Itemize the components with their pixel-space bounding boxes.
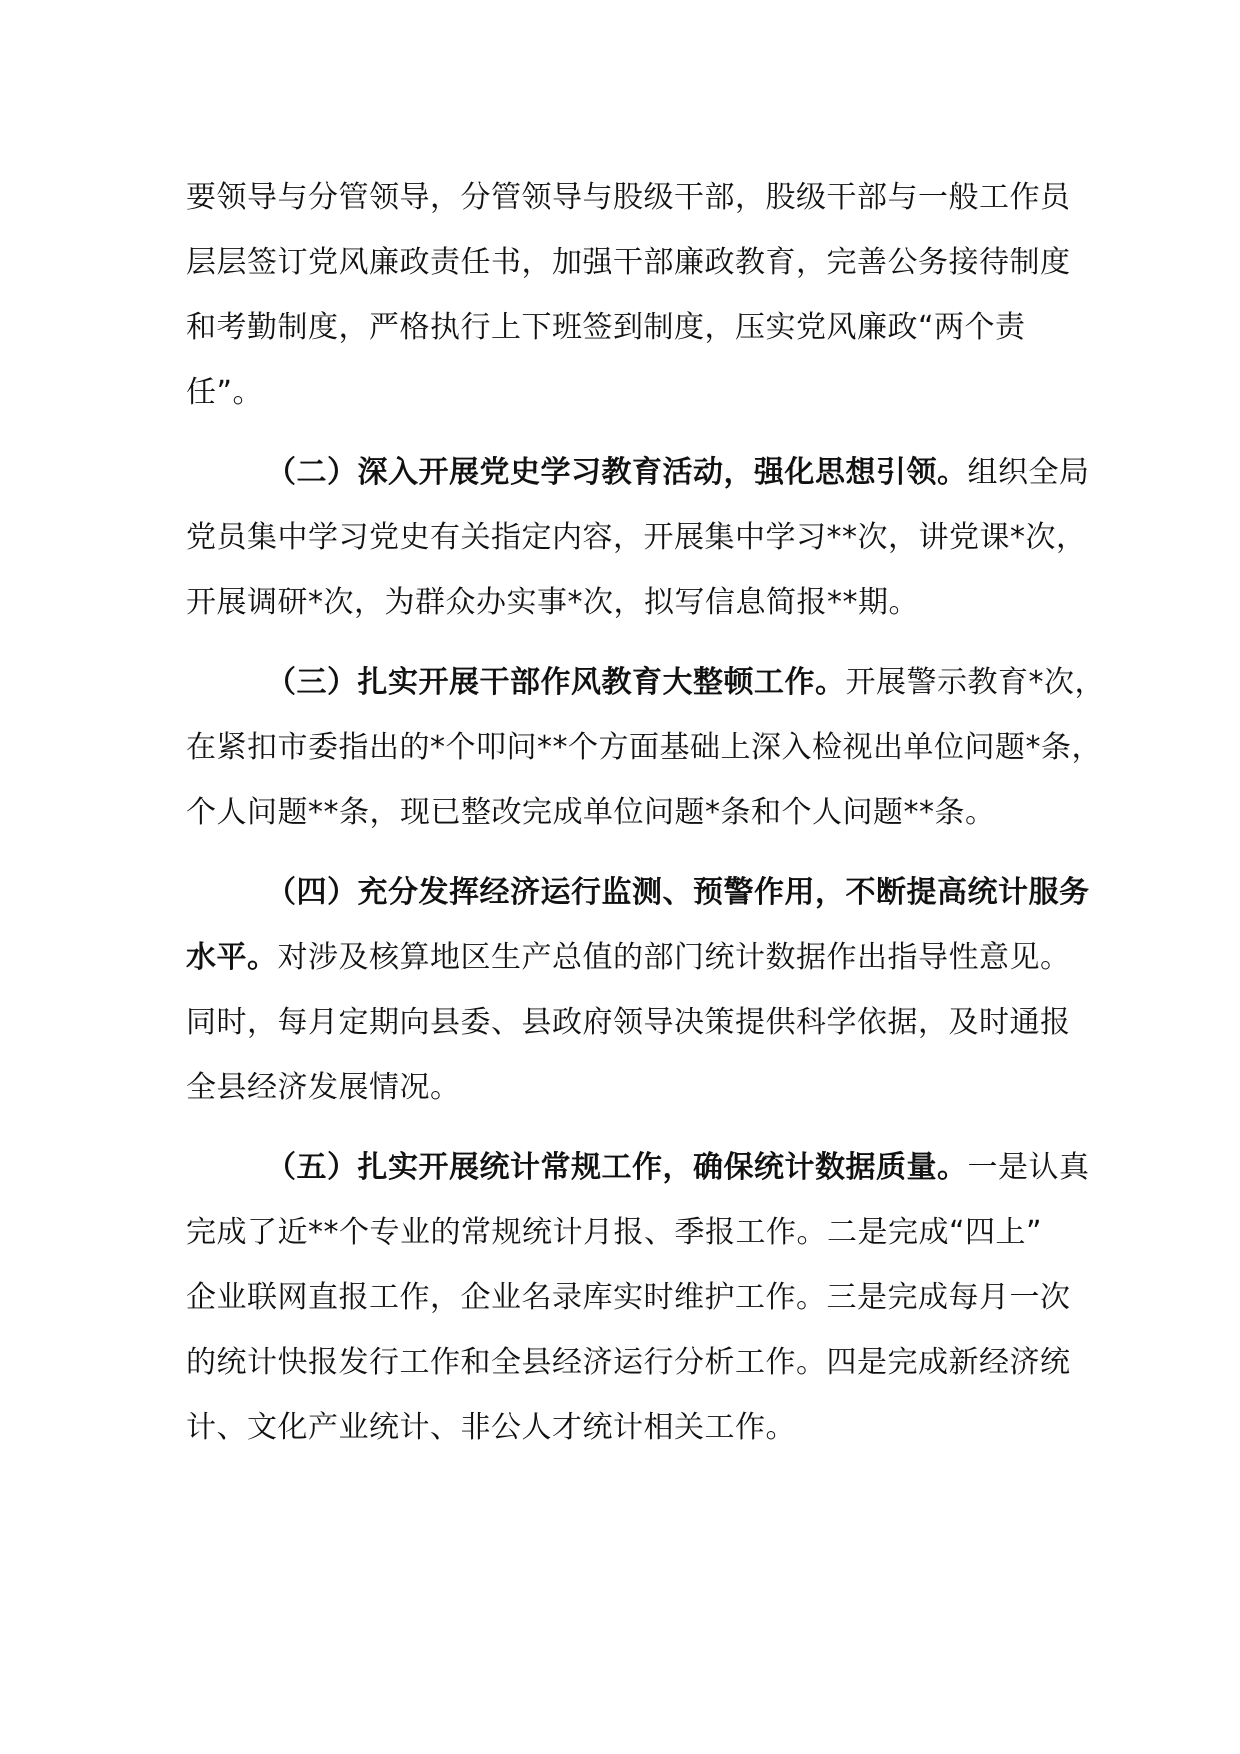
line-text: 全县经济发展情况。 xyxy=(186,1070,461,1105)
text-line xyxy=(186,440,1090,505)
text-line xyxy=(186,715,1102,780)
paragraph-party-conduct xyxy=(186,165,1071,425)
text-line xyxy=(186,1395,1066,1460)
text-line xyxy=(186,990,1071,1055)
text-line xyxy=(186,1330,1071,1395)
text-line xyxy=(186,230,1071,295)
section-heading: （四）充分发挥经济运行监测、预警作用，不断提高统计服务 xyxy=(266,875,1090,910)
text-line xyxy=(186,780,1066,845)
section-heading: 水平。 xyxy=(186,940,278,975)
text-line xyxy=(186,165,1071,230)
line-text: 的统计快报发行工作和全县经济运行分析工作。四是完成新经济统 xyxy=(186,1345,1071,1380)
text-line xyxy=(186,360,1066,425)
paragraph-work-style xyxy=(186,650,1105,845)
text-line xyxy=(186,1200,1066,1265)
line-text: 一是认真 xyxy=(967,1150,1090,1185)
line-text: 层层签订党风廉政责任书，加强干部廉政教育，完善公务接待制度 xyxy=(186,245,1071,280)
line-text: 开展调研*次，为群众办实事*次，拟写信息简报**期。 xyxy=(186,585,919,620)
line-text: 开展警示教育*次， xyxy=(845,665,1105,700)
line-text: 计、文化产业统计、非公人才统计相关工作。 xyxy=(186,1410,796,1445)
line-text: 同时，每月定期向县委、县政府领导决策提供科学依据，及时通报 xyxy=(186,1005,1071,1040)
text-line xyxy=(186,505,1087,570)
section-heading: （二）深入开展党史学习教育活动，强化思想引领。 xyxy=(266,455,968,490)
line-text: 企业联网直报工作，企业名录库实时维护工作。三是完成每月一次 xyxy=(186,1280,1071,1315)
text-line xyxy=(186,1265,1071,1330)
text-line xyxy=(186,1055,1066,1120)
line-text: 组织全局 xyxy=(967,455,1090,490)
line-text: 完成了近**个专业的常规统计月报、季报工作。二是完成“四上” xyxy=(186,1215,1043,1250)
text-line xyxy=(186,295,1066,360)
text-line xyxy=(186,650,1105,715)
line-text: 在紧扣市委指出的*个叩问**个方面基础上深入检视出单位问题*条， xyxy=(186,730,1102,765)
line-text: 对涉及核算地区生产总值的部门统计数据作出指导性意见。 xyxy=(277,940,1071,975)
line-text: 要领导与分管领导，分管领导与股级干部，股级干部与一般工作员 xyxy=(186,180,1071,215)
text-line xyxy=(186,925,1071,990)
paragraph-economic-monitoring xyxy=(186,860,1090,1120)
line-text: 任”。 xyxy=(186,375,264,410)
text-line xyxy=(186,1135,1090,1200)
text-line xyxy=(186,570,1066,635)
section-heading: （三）扎实开展干部作风教育大整顿工作。 xyxy=(266,665,846,700)
section-heading: （五）扎实开展统计常规工作，确保统计数据质量。 xyxy=(266,1150,968,1185)
text-line xyxy=(186,860,1090,925)
line-text: 个人问题**条，现已整改完成单位问题*条和个人问题**条。 xyxy=(186,795,996,830)
line-text: 和考勤制度，严格执行上下班签到制度，压实党风廉政“两个责 xyxy=(186,310,1026,345)
paragraph-routine-statistics xyxy=(186,1135,1090,1460)
paragraph-party-history xyxy=(186,440,1090,635)
document-body xyxy=(186,165,1105,1475)
line-text: 党员集中学习党史有关指定内容，开展集中学习**次，讲党课*次， xyxy=(186,520,1087,555)
